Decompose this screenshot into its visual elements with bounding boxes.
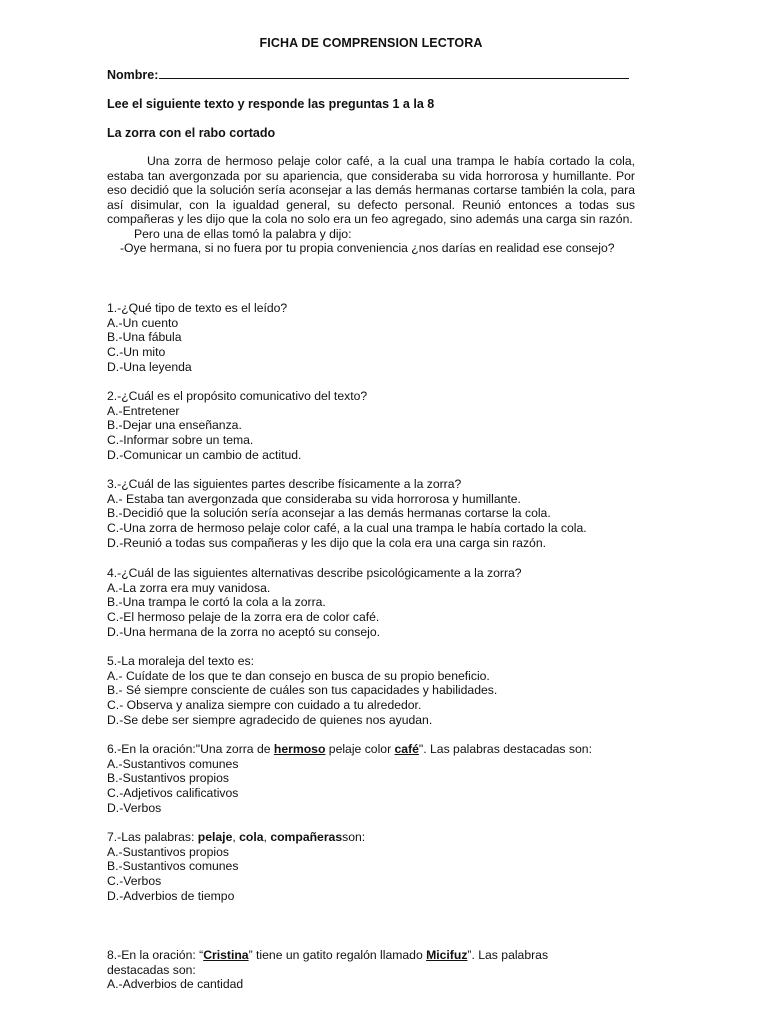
question-stem: 4.-¿Cuál de las siguientes alternativas describe psicológicamente a la zorra? bbox=[107, 566, 522, 580]
highlighted-word: hermoso bbox=[273, 742, 326, 756]
question-stem: 5.-La moraleja del texto es: bbox=[107, 654, 255, 668]
option-b: B.-Decidió que la solución sería aconsejar a las demás hermanas cortarse la cola. bbox=[107, 506, 551, 521]
option-d: D.-Se debe ser siempre agradecido de quienes nos ayudan. bbox=[107, 712, 433, 727]
highlighted-word: pelaje bbox=[197, 830, 233, 844]
name-field-row bbox=[107, 66, 629, 82]
name-label: Nombre: bbox=[107, 68, 159, 82]
option-b: B.- Sé siempre consciente de cuáles son tus capacidades y habilidades. bbox=[107, 683, 498, 698]
option-d: D.-Reunió a todas sus compañeras y les dijo que la cola era una carga sin razón. bbox=[107, 535, 546, 550]
highlighted-word: compañeras bbox=[270, 830, 343, 844]
question-stem bbox=[107, 742, 647, 757]
highlighted-word: Micifuz bbox=[426, 948, 468, 962]
stem-part: ". Las palabras destacadas son: bbox=[418, 742, 592, 756]
highlighted-word: Cristina bbox=[203, 948, 249, 962]
option-a: A.- Estaba tan avergonzada que consideraba su vida horrorosa y humillante. bbox=[107, 491, 521, 506]
option-c: C.- Observa y analiza siempre con cuidado a tu alrededor. bbox=[107, 698, 422, 713]
highlighted-word: café bbox=[394, 742, 419, 756]
option-d: D.-Una leyenda bbox=[107, 359, 192, 374]
question-2 bbox=[107, 389, 647, 463]
option-b: B.-Dejar una enseñanza. bbox=[107, 418, 242, 433]
option-b: B.-Sustantivos comunes bbox=[107, 859, 239, 874]
stem-part: , bbox=[263, 830, 271, 844]
option-c: C.-Un mito bbox=[107, 345, 166, 360]
question-stem: 2.-¿Cuál es el propósito comunicativo del texto? bbox=[107, 389, 368, 403]
question-stem: 1.-¿Qué tipo de texto es el leído? bbox=[107, 301, 288, 315]
stem-part: pelaje color bbox=[325, 742, 395, 756]
stem-part: ”. Las palabras bbox=[467, 948, 549, 962]
question-3 bbox=[107, 477, 647, 551]
option-a: A.-Adverbios de cantidad bbox=[107, 977, 244, 992]
option-a: A.-Un cuento bbox=[107, 315, 179, 330]
highlighted-word: cola bbox=[239, 830, 264, 844]
question-6 bbox=[107, 742, 647, 816]
option-a: A.-Sustantivos propios bbox=[107, 844, 229, 859]
name-blank-line bbox=[159, 66, 629, 79]
stem-part: 8.-En la oración: “ bbox=[107, 948, 204, 962]
option-a: A.- Cuídate de los que te dan consejo en busca de su propio beneficio. bbox=[107, 668, 490, 683]
option-d: D.-Una hermana de la zorra no aceptó su consejo. bbox=[107, 624, 381, 639]
question-5 bbox=[107, 654, 647, 728]
option-a: A.-La zorra era muy vanidosa. bbox=[107, 580, 271, 595]
story-paragraph-3: -Oye hermana, si no fuera por tu propia conveniencia ¿nos darías en realidad ese consejo? bbox=[120, 241, 615, 255]
question-8 bbox=[107, 948, 647, 992]
story-paragraph-1: Una zorra de hermoso pelaje color café, a la cual una trampa le había cortado la cola, estaba tan avergonzada por su apariencia, que consideraba su vida horrorosa y humillante. Por eso decidió que la solución sería aconsejar a las demás hermanas cortarse también la cola, para así disimular, con la igualdad general, su defecto personal. Reunió entonces a todas sus compañeras y les dijo que la cola no solo era un feo agregado, sino además una carga sin razón. bbox=[107, 154, 635, 226]
option-a: A.-Sustantivos comunes bbox=[107, 756, 239, 771]
option-c: C.-El hermoso pelaje de la zorra era de color café. bbox=[107, 610, 380, 625]
question-1 bbox=[107, 301, 647, 375]
option-b: B.-Una fábula bbox=[107, 330, 182, 345]
option-d: D.-Comunicar un cambio de actitud. bbox=[107, 447, 302, 462]
option-b: B.-Sustantivos propios bbox=[107, 771, 229, 786]
option-b: B.-Una trampa le cortó la cola a la zorra. bbox=[107, 595, 326, 610]
story-title: La zorra con el rabo cortado bbox=[107, 126, 276, 140]
question-4 bbox=[107, 566, 647, 640]
stem-part: 7.-Las palabras: bbox=[107, 830, 198, 844]
option-a: A.-Entretener bbox=[107, 403, 180, 418]
stem-part: ” tiene un gatito regalón llamado bbox=[248, 948, 427, 962]
option-d: D.-Adverbios de tiempo bbox=[107, 888, 235, 903]
instructions: Lee el siguiente texto y responde las preguntas 1 a la 8 bbox=[107, 97, 435, 111]
option-c: C.-Verbos bbox=[107, 874, 162, 889]
option-c: C.-Adjetivos calificativos bbox=[107, 786, 239, 801]
option-d: D.-Verbos bbox=[107, 800, 162, 815]
question-stem: 3.-¿Cuál de las siguientes partes describe físicamente a la zorra? bbox=[107, 477, 462, 491]
question-stem bbox=[107, 830, 647, 845]
stem-part: son: bbox=[342, 830, 366, 844]
question-stem bbox=[107, 948, 647, 963]
option-c: C.-Informar sobre un tema. bbox=[107, 433, 254, 448]
story-paragraph-2: Pero una de ellas tomó la palabra y dijo: bbox=[134, 226, 352, 241]
stem-part: 6.-En la oración:"Una zorra de bbox=[107, 742, 274, 756]
story-text bbox=[107, 154, 635, 256]
stem-part: , bbox=[232, 830, 240, 844]
page-title: FICHA DE COMPRENSION LECTORA bbox=[259, 36, 483, 50]
question-7 bbox=[107, 830, 647, 904]
question-stem-continued: destacadas son: bbox=[107, 962, 196, 977]
option-c: C.-Una zorra de hermoso pelaje color café, a la cual una trampa le había cortado la cola. bbox=[107, 521, 587, 536]
